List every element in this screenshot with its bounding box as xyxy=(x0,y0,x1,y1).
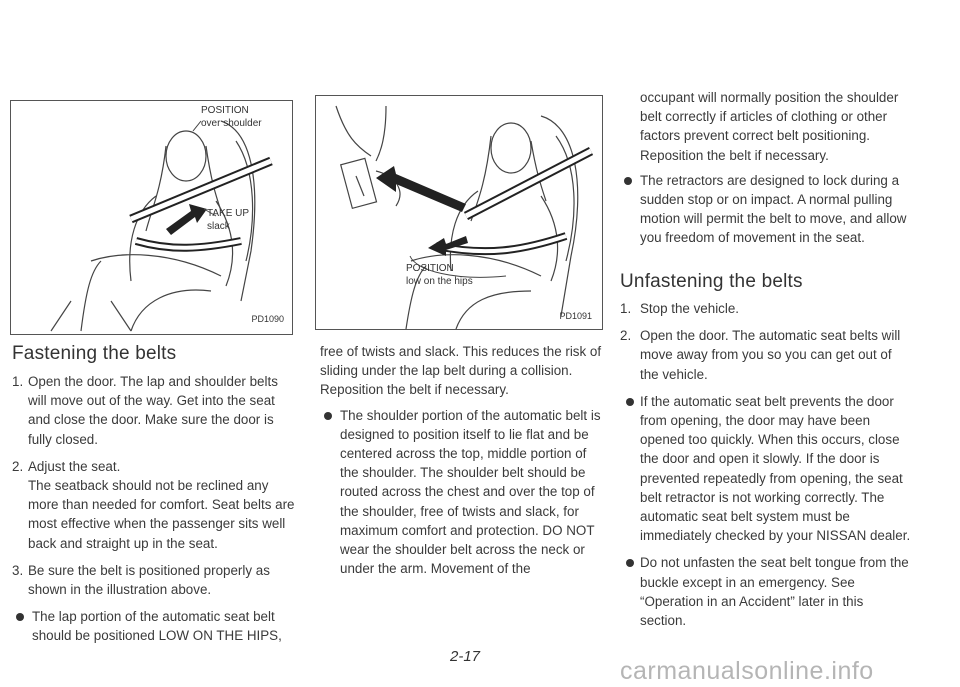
page-number: 2-17 xyxy=(450,648,481,665)
list-item xyxy=(12,457,295,553)
middle-column xyxy=(320,342,602,586)
bullet-item xyxy=(620,171,912,248)
bullet-text: Do not unfasten the seat belt tongue from the buckle except in an emergency. See “Operation in an Accident” later in this section. xyxy=(640,555,909,629)
figure-code: PD1091 xyxy=(559,311,592,321)
seatbelt-illustration-2 xyxy=(316,96,602,329)
bullet-item xyxy=(620,392,912,546)
paragraph: occupant will normally position the shoulder belt correctly if articles of clothing or other factors prevent correct belt positioning. Reposition the belt if necessary. xyxy=(640,90,899,163)
item-number: 1. xyxy=(12,374,24,389)
item-number: 2. xyxy=(12,458,24,474)
bullet-icon xyxy=(324,412,332,420)
label-take-up: TAKE UP xyxy=(207,208,250,219)
left-column xyxy=(12,372,295,654)
bullet-icon xyxy=(624,177,632,185)
bullet-item xyxy=(12,607,295,645)
bullet-icon xyxy=(16,613,24,621)
label-low-on-hips: low on the hips xyxy=(406,276,473,287)
item-text: Open the door. The lap and shoulder belts will move out of the way. Get into the seat and close the door. Make sure the door is fully closed. xyxy=(28,374,278,447)
item-number: 3. xyxy=(12,562,24,578)
list-item xyxy=(12,561,295,599)
figure-pd1090 xyxy=(10,100,293,335)
label-position: POSITION xyxy=(201,105,249,116)
list-item xyxy=(12,372,295,449)
bullet-text: If the automatic seat belt prevents the door from opening, the door may have been opened too quickly. When this occurs, close the door and open it slowly. If the door is prevented repeatedly from opening, the seat belt retractor is not working correctly. The automatic seat belt system must be immediately checked by your NISSAN dealer. xyxy=(640,393,911,544)
paragraph: free of twists and slack. This reduces the risk of sliding under the lap belt during a collision. Reposition the belt if necessary. xyxy=(320,344,602,398)
figure-code: PD1090 xyxy=(251,314,284,324)
figure-pd1091 xyxy=(315,95,603,330)
bullet-text: The shoulder portion of the automatic belt is designed to position itself to lie flat and be centered across the top, middle portion of the shoulder. The shoulder belt should be routed across the chest and over the top of the shoulder, free of twists and slack, for maximum comfort and protection. DO NOT wear the shoulder belt across the neck or under the arm. Movement of the xyxy=(340,407,601,577)
bullet-text: The lap portion of the automatic seat belt should be positioned LOW ON THE HIPS, xyxy=(32,609,282,644)
label-position: POSITION xyxy=(406,263,454,274)
item-text: Open the door. The automatic seat belts will move away from you so you can get out of the vehicle. xyxy=(640,328,901,382)
right-column xyxy=(620,88,912,256)
item-text: Stop the vehicle. xyxy=(640,301,740,316)
label-over-shoulder: over shoulder xyxy=(201,118,262,129)
item-number: 2. xyxy=(620,328,632,344)
item-text: Adjust the seat. xyxy=(28,458,121,474)
section-title-fastening: Fastening the belts xyxy=(12,343,177,364)
item-text: Be sure the belt is positioned properly as shown in the illustration above. xyxy=(28,562,270,598)
section-title-unfastening: Unfastening the belts xyxy=(620,271,803,292)
bullet-item xyxy=(620,553,912,630)
list-item xyxy=(620,326,912,384)
list-item xyxy=(620,299,912,318)
item-number: 1. xyxy=(620,301,632,316)
bullet-text: The retractors are designed to lock during a sudden stop or on impact. A normal pulling motion will permit the belt to move, and allow you freedom of movement in the seat. xyxy=(640,172,907,246)
label-slack: slack xyxy=(207,221,230,232)
item-subtext: The seatback should not be reclined any more than needed for comfort. Seat belts are most effective when the passenger sits well back and straight up in the seat. xyxy=(28,478,295,551)
bullet-item xyxy=(320,406,602,579)
bullet-icon xyxy=(626,559,634,567)
seatbelt-illustration-1 xyxy=(11,101,292,334)
watermark: carmanualsonline.info xyxy=(620,657,874,685)
right-column-lower xyxy=(620,299,912,638)
bullet-icon xyxy=(626,398,634,406)
